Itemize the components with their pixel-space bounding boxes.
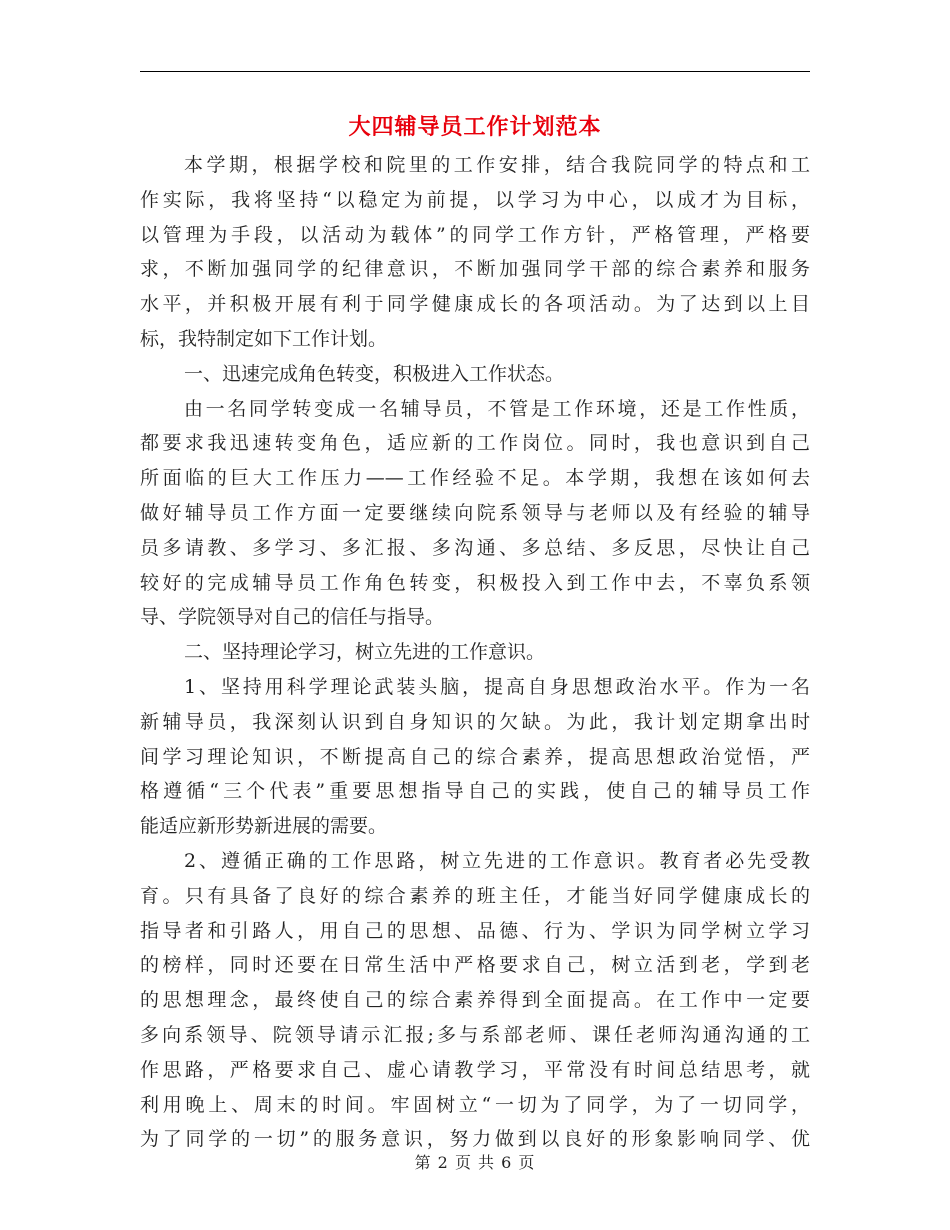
- paragraph-line: 能适应新形势新进展的需要。: [140, 815, 388, 838]
- paragraph-line: 为了同学的一切”的服务意识，努力做到以良好的形象影响同学、优: [140, 1128, 810, 1151]
- paragraph-line: 间学习理论知识，不断提高自己的综合素养，提高思想政治觉悟，严: [140, 745, 810, 768]
- paragraph-line: 都要求我迅速转变角色，适应新的工作岗位。同时，我也意识到自己: [140, 432, 810, 455]
- paragraph-line: 由一名同学转变成一名辅导员，不管是工作环境，还是工作性质，: [184, 397, 810, 420]
- paragraph-line: 育。只有具备了良好的综合素养的班主任，才能当好同学健康成长的: [140, 884, 810, 907]
- document-title: 大四辅导员工作计划范本: [348, 114, 602, 140]
- paragraph-line: 新辅导员，我深刻认识到自身知识的欠缺。为此，我计划定期拿出时: [140, 710, 810, 733]
- paragraph-line: 所面临的巨大工作压力——工作经验不足。本学期，我想在该如何去: [140, 467, 810, 490]
- header-rule: [140, 71, 810, 72]
- paragraph-line: 格遵循“三个代表”重要思想指导自己的实践，使自己的辅导员工作: [140, 780, 810, 803]
- paragraph-line: 求，不断加强同学的纪律意识，不断加强同学干部的综合素养和服务: [140, 258, 810, 281]
- paragraph-line: 标，我特制定如下工作计划。: [140, 327, 388, 350]
- paragraph-line: 1、坚持用科学理论武装头脑，提高自身思想政治水平。作为一名: [184, 675, 810, 698]
- section-heading: 二、坚持理论学习，树立先进的工作意识。: [184, 641, 546, 664]
- paragraph-line: 利用晚上、周末的时间。牢固树立“一切为了同学，为了一切同学，: [140, 1093, 810, 1116]
- document-body: [140, 148, 810, 1157]
- paragraph-line: 多向系领导、院领导请示汇报;多与系部老师、课任老师沟通沟通的工: [140, 1023, 810, 1046]
- paragraph-line: 作实际，我将坚持“以稳定为前提，以学习为中心，以成才为目标，: [140, 188, 810, 211]
- paragraph-line: 作思路，严格要求自己、虚心请教学习，平常没有时间总结思考，就: [140, 1058, 810, 1081]
- paragraph-line: 较好的完成辅导员工作角色转变，积极投入到工作中去，不辜负系领: [140, 571, 810, 594]
- paragraph-line: 做好辅导员工作方面一定要继续向院系领导与老师以及有经验的辅导: [140, 501, 810, 524]
- paragraph-line: 导、学院领导对自己的信任与指导。: [140, 606, 445, 629]
- page-number-footer: 第 2 页 共 6 页: [414, 1153, 536, 1172]
- paragraph-line: 员多请教、多学习、多汇报、多沟通、多总结、多反思，尽快让自己: [140, 536, 810, 559]
- paragraph-line: 指导者和引路人，用自己的思想、品德、行为、学识为同学树立学习: [140, 919, 810, 942]
- paragraph-line: 2、遵循正确的工作思路，树立先进的工作意识。教育者必先受教: [184, 849, 810, 872]
- paragraph-line: 水平，并积极开展有利于同学健康成长的各项活动。为了达到以上目: [140, 293, 810, 316]
- paragraph-line: 本学期，根据学校和院里的工作安排，结合我院同学的特点和工: [184, 154, 810, 176]
- paragraph-line: 以管理为手段，以活动为载体”的同学工作方针，严格管理，严格要: [140, 223, 810, 246]
- paragraph-line: 的思想理念，最终使自己的综合素养得到全面提高。在工作中一定要: [140, 989, 810, 1012]
- section-heading: 一、迅速完成角色转变，积极进入工作状态。: [184, 362, 565, 385]
- paragraph-line: 的榜样，同时还要在日常生活中严格要求自己，树立活到老，学到老: [140, 954, 810, 977]
